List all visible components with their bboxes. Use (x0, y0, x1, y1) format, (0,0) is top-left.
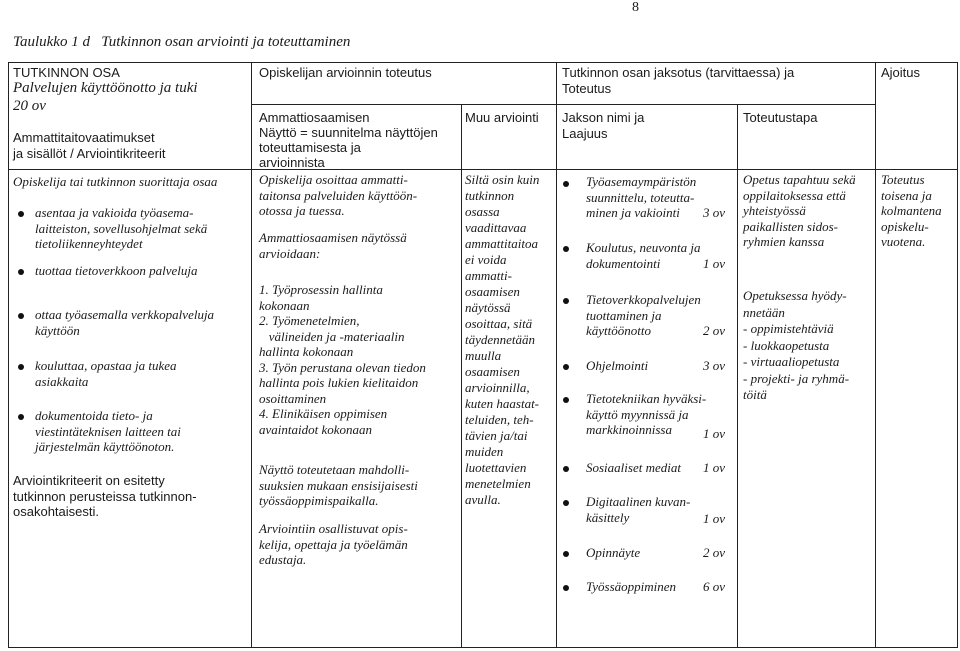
skill-item: kouluttaa, opastaa ja tukea asiakkaita (35, 358, 177, 389)
col4-subheader: Jakson nimi ja Laajuus (562, 110, 645, 141)
period-ov: 1 ov (703, 256, 726, 271)
bullet-icon (563, 551, 569, 557)
col3-header: Muu arviointi (465, 110, 539, 125)
period-ov: 2 ov (703, 545, 726, 560)
criteria-note: Arviointikriteerit on esitetty tutkinnon perusteissa tutkinnon- osakohtaisesti. (13, 473, 197, 519)
bullet-icon (18, 414, 24, 420)
bullet-icon (563, 181, 569, 187)
skill-item: tuottaa tietoverkkoon palveluja (35, 263, 198, 278)
col5-paragraph: Opetus tapahtuu sekä oppilaitoksessa että yhteistyössä paikallisten sidos- ryhmien kanssa (743, 172, 856, 249)
col2-paragraph: Arviointiin osallistuvat opis- kelija, opettaja ja työelämän edustaja. (259, 521, 408, 567)
col5-paragraph: Opetuksessa hyödy- nnetään - oppimistehtäviä - luokkaopetusta - virtuaaliopetusta - projekti- ja ryhmä- töitä (743, 288, 850, 402)
col3-text: Siltä osin kuin tutkinnon osassa vaadittavaa ammattitaitoa ei voida ammatti- osaamisen näytössä osoittaa, sitä täydennetään muulla osaamisen arvioinnilla, kuten haastat- teluiden, teh- tävien ja/tai muiden luotettavien menetelmien avulla. (465, 172, 540, 507)
period-ov: 1 ov (703, 511, 726, 526)
module-title: Palvelujen käyttöönotto ja tuki 20 ov (13, 80, 198, 114)
period-item: Koulutus, neuvonta ja dokumentointi (586, 240, 701, 271)
bullet-icon (563, 364, 569, 370)
period-item: Työasemaympäristön suunnittelu, toteutta- minen ja vakiointi (586, 174, 697, 220)
period-ov: 1 ov (703, 460, 726, 475)
skill-item: ottaa työasemalla verkkopalveluja käyttöön (35, 307, 215, 338)
skills-heading: Ammattitaitovaatimukset ja sisällöt / Arviointikriteerit (13, 130, 166, 161)
col2-subheader: Ammattiosaamisen Näyttö = suunnitelma näyttöjen toteuttamisesta ja arvioinnista (259, 110, 438, 170)
bullet-icon (563, 246, 569, 252)
bullet-icon (563, 585, 569, 591)
bullet-icon (563, 466, 569, 472)
bullet-icon (563, 397, 569, 403)
bullet-icon (18, 364, 24, 370)
period-item: Digitaalinen kuvan- käsittely (586, 494, 691, 525)
col6-text: Toteutus toisena ja kolmantena opiskelu- vuotena. (881, 172, 942, 249)
page-number: 8 (632, 0, 639, 15)
col6-header: Ajoitus (881, 65, 921, 80)
period-ov: 1 ov (703, 426, 726, 441)
row-divider (9, 169, 957, 170)
col-divider (461, 104, 462, 647)
period-ov: 3 ov (703, 358, 726, 373)
bullet-icon (563, 500, 569, 506)
col2-paragraph: Opiskelija osoittaa ammatti- taitonsa palveluiden käyttöön- otossa ja tuessa. (259, 172, 418, 218)
col2-criteria-list: 1. Työprosessin hallinta kokonaan 2. Työmenetelmien, välineiden ja -materiaalin hallinta kokonaan 3. Työn perustana olevan tiedon hallinta pois lukien kielitaidon osoittaminen 4. Elinikäisen oppimisen avaintaidot kokonaan (259, 282, 426, 437)
bullet-icon (18, 269, 24, 275)
col2-header: Opiskelijan arvioinnin toteutus (259, 65, 432, 80)
col-divider (875, 63, 876, 647)
col1-intro: Opiskelija tai tutkinnon suorittaja osaa (13, 174, 218, 189)
period-item: Tietoverkkopalvelujen tuottaminen ja käyttöönotto (586, 292, 701, 338)
period-item: Työssäoppiminen (586, 579, 677, 594)
tutkinnon-osa-label: TUTKINNON OSA (13, 65, 120, 80)
period-ov: 6 ov (703, 579, 726, 594)
bullet-icon (563, 298, 569, 304)
skill-item: dokumentoida tieto- ja viestintäteknisen laitteen tai järjestelmän käyttöönoton. (35, 408, 181, 454)
col4-header: Tutkinnon osan jaksotus (tarvittaessa) ja Toteutus (562, 65, 795, 96)
col2-paragraph: Ammattiosaamisen näytössä arvioidaan: (259, 230, 407, 261)
period-item: Opinnäyte (586, 545, 641, 560)
col2-paragraph: Näyttö toteutetaan mahdolli- suuksien mukaan ensisijaisesti työssäoppimispaikalla. (259, 462, 418, 508)
period-item: Ohjelmointi (586, 358, 649, 373)
skill-item: asentaa ja vakioida työasema- laitteiston, sovellusohjelmat sekä tietoliikenneyhteydet (35, 205, 208, 251)
col-divider (251, 63, 252, 647)
bullet-icon (18, 211, 24, 217)
period-ov: 3 ov (703, 205, 726, 220)
col-divider (556, 63, 557, 647)
table-caption: Taulukko 1 d Tutkinnon osan arviointi ja toteuttaminen (13, 34, 351, 50)
period-item: Sosiaaliset mediat (586, 460, 681, 475)
row-divider (251, 104, 875, 105)
bullet-icon (18, 313, 24, 319)
col-divider (737, 104, 738, 647)
period-ov: 2 ov (703, 323, 726, 338)
period-item: Tietotekniikan hyväksi- käyttö myynnissä ja markkinoinnissa (586, 391, 707, 437)
col5-header: Toteutustapa (743, 110, 818, 125)
